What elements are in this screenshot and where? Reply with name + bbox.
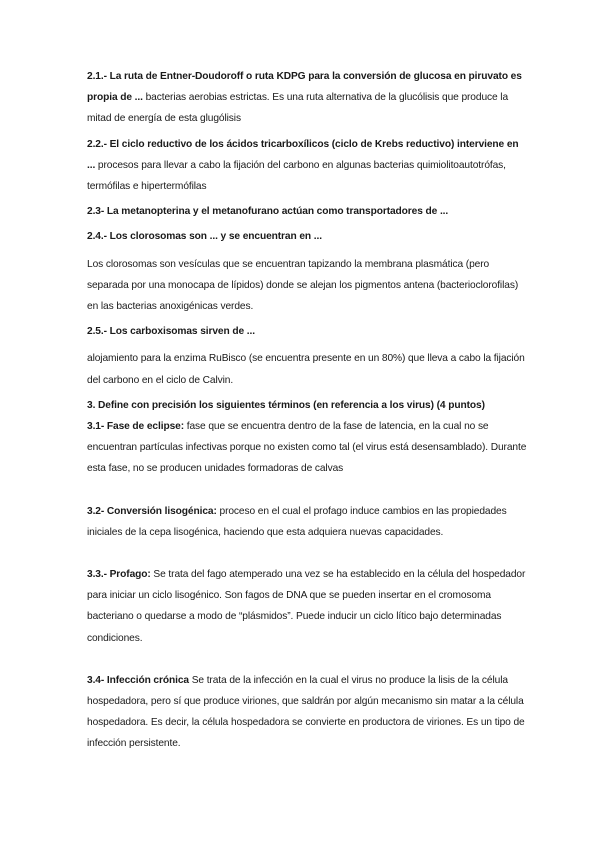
question-3-3	[87, 564, 529, 649]
question-2-3	[87, 201, 529, 222]
question-3-3-answer: Se trata del fago atemperado una vez se ha establecido en la célula del hospedador para iniciar un ciclo lisogénico. Son fagos de DNA que se pueden insertar en el cromosoma bacteriano o quedarse a modo de “plásmidos”. Puede inducir un ciclo lítico bajo determinadas condiciones.	[87, 569, 526, 644]
question-3-title: 3. Define con precisión los siguientes términos (en referencia a los virus) (4 puntos)	[87, 399, 485, 411]
question-2-5-title: 2.5.- Los carboxisomas sirven de ...	[87, 326, 255, 338]
question-2-2-heading: 2.2.- El ciclo reductivo de los ácidos tricarboxílicos (ciclo de Krebs reductivo) interviene en ...	[87, 138, 519, 171]
question-2-4-heading	[87, 226, 529, 247]
question-3-heading	[87, 395, 529, 416]
question-3-3-heading: 3.3.- Profago:	[87, 569, 151, 581]
question-3-1-answer: fase que se encuentra dentro de la fase de latencia, en la cual no se encuentran partículas infectivas porque no existen como tal (el virus está desensamblado). Durante esta fase, no se producen unidades formadoras de calvas	[87, 421, 527, 475]
question-2-5-heading	[87, 321, 529, 342]
question-3-4-answer: Se trata de la infección en la cual el virus no produce la lisis de la célula hospedadora, pero sí que produce viriones, que saldrán por algún mecanismo sin matar a la célula hospedadora. Es decir, la célula hospedadora se convierte en productora de viriones. Es un tipo de infección persistente.	[87, 674, 525, 750]
question-3-2-heading: 3.2- Conversión lisogénica:	[87, 505, 217, 517]
question-3-1	[87, 416, 529, 480]
question-2-3-heading: 2.3- La metanopterina y el metanofurano actúan como transportadores de ...	[87, 206, 449, 218]
question-3-4-heading: 3.4- Infección crónica	[87, 674, 189, 686]
question-2-5-answer: alojamiento para la enzima RuBisco (se encuentra presente en un 80%) que lleva a cabo la fijación del carbono en el ciclo de Calvin.	[87, 353, 525, 386]
question-3-2-answer: proceso en el cual el profago induce cambios en las propiedades iniciales de la cepa lisogénica, haciendo que esta adquiera nuevas capacidades.	[87, 505, 507, 538]
question-2-1	[87, 66, 529, 130]
question-3-2	[87, 501, 529, 543]
question-3-4	[87, 670, 529, 755]
question-2-2-answer: procesos para llevar a cabo la fijación del carbono en algunas bacterias quimiolitoautotrófas, termófilas e hipertermófilas	[87, 159, 506, 193]
question-3-1-heading: 3.1- Fase de eclipse:	[87, 421, 184, 433]
question-2-1-answer: bacterias aerobias estrictas. Es una ruta alternativa de la glucólisis que produce la mitad de energía de esta glugólisis	[87, 92, 509, 125]
question-2-1-heading: 2.1.- La ruta de Entner-Doudoroff o ruta KDPG para la conversión de glucosa en piruvato es propia de ...	[87, 71, 522, 104]
question-2-4-answer: Los clorosomas son vesículas que se encuentran tapizando la membrana plasmática (pero separada por una monocapa de lípidos) donde se alejan los pigmentos antena (bacterioclorofilas) en las bacterias anoxigénicas verdes.	[87, 258, 519, 313]
question-2-2	[87, 134, 529, 198]
question-2-4-title: 2.4.- Los clorosomas son ... y se encuentran en ...	[87, 231, 322, 243]
